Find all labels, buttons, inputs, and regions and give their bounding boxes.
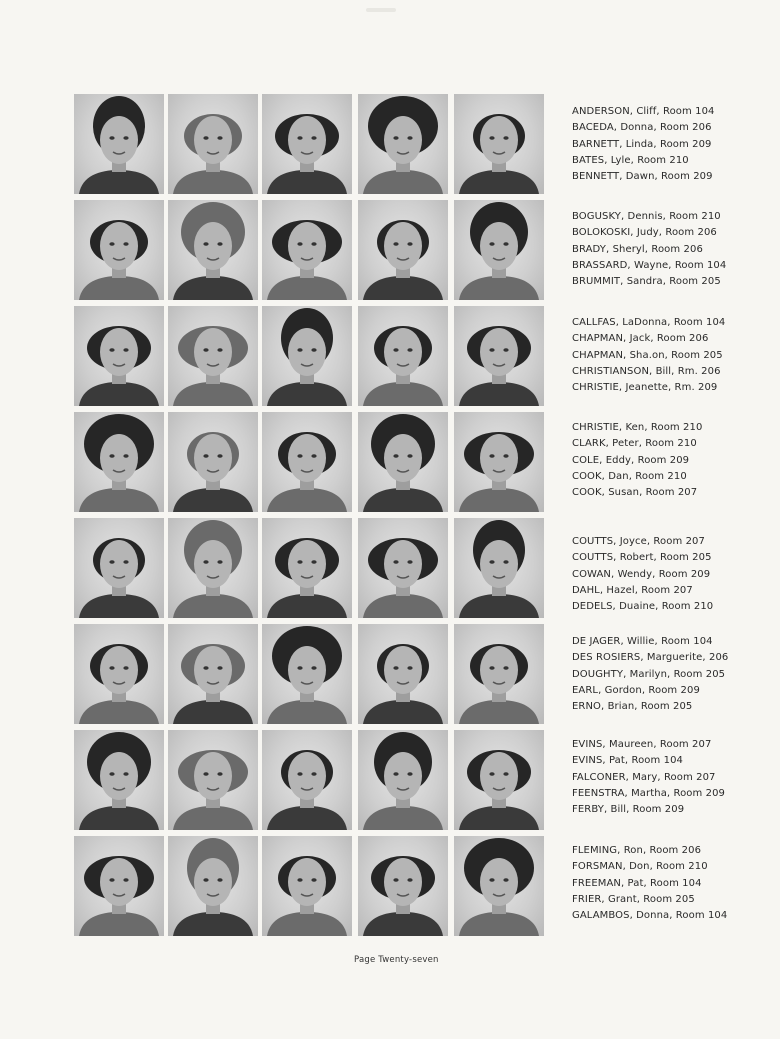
name-list — [572, 534, 772, 615]
student-name: DOUGHTY, Marilyn, Room 205 — [572, 668, 726, 680]
student-name: FLEMING, Ron, Room 206 — [572, 845, 702, 856]
student-name: EVINS, Maureen, Room 207 — [572, 739, 712, 750]
photo-row — [74, 306, 544, 406]
student-portrait — [74, 836, 164, 936]
student-name: CHAPMAN, Jack, Room 206 — [572, 333, 709, 345]
name-list — [572, 209, 772, 290]
student-name: FRIER, Grant, Room 205 — [572, 893, 695, 905]
student-portrait — [168, 624, 258, 724]
name-list — [572, 315, 772, 396]
student-portrait — [262, 624, 352, 724]
student-portrait — [454, 730, 544, 830]
student-name: BENNETT, Dawn, Room 209 — [572, 171, 713, 183]
student-name: CHRISTIE, Jeanette, Rm. 209 — [572, 382, 718, 394]
student-name: COLE, Eddy, Room 209 — [572, 454, 690, 466]
student-name: DE JAGER, Willie, Room 104 — [572, 636, 713, 647]
student-name: COOK, Dan, Room 210 — [572, 470, 687, 482]
photo-row — [74, 200, 544, 300]
student-portrait — [454, 624, 544, 724]
student-portrait — [168, 730, 258, 830]
student-portrait — [454, 306, 544, 406]
student-name: BRUMMIT, Sandra, Room 205 — [572, 276, 721, 288]
student-portrait — [358, 624, 448, 724]
student-name: FERBY, Bill, Room 209 — [572, 804, 685, 816]
student-name: BACEDA, Donna, Room 206 — [572, 122, 712, 134]
student-name: CHRISTIE, Ken, Room 210 — [572, 422, 703, 433]
student-portrait — [358, 730, 448, 830]
student-portrait — [454, 200, 544, 300]
student-name: EARL, Gordon, Room 209 — [572, 684, 700, 696]
student-portrait — [168, 836, 258, 936]
student-portrait — [454, 94, 544, 194]
student-name: BOLOKOSKI, Judy, Room 206 — [572, 227, 717, 239]
photo-row — [74, 94, 544, 194]
student-name: CALLFAS, LaDonna, Room 104 — [572, 317, 726, 328]
student-portrait — [358, 306, 448, 406]
student-portrait — [454, 412, 544, 512]
student-name: FORSMAN, Don, Room 210 — [572, 861, 708, 873]
student-name: ANDERSON, Cliff, Room 104 — [572, 106, 715, 117]
student-name: FEENSTRA, Martha, Room 209 — [572, 787, 726, 799]
student-name: EVINS, Pat, Room 104 — [572, 755, 684, 767]
student-name: DEDELS, Duaine, Room 210 — [572, 601, 714, 613]
student-portrait — [358, 518, 448, 618]
photo-row — [74, 624, 544, 724]
student-name: FALCONER, Mary, Room 207 — [572, 771, 716, 783]
student-portrait — [262, 306, 352, 406]
student-name: CLARK, Peter, Room 210 — [572, 438, 697, 450]
student-name: BOGUSKY, Dennis, Room 210 — [572, 211, 721, 222]
student-portrait — [358, 94, 448, 194]
student-portrait — [168, 200, 258, 300]
student-portrait — [262, 200, 352, 300]
student-portrait — [358, 412, 448, 512]
student-name: DES ROSIERS, Marguerite, 206 — [572, 652, 729, 664]
student-portrait — [262, 730, 352, 830]
student-name: CHRISTIANSON, Bill, Rm. 206 — [572, 365, 721, 377]
student-portrait — [262, 836, 352, 936]
student-name: ERNO, Brian, Room 205 — [572, 701, 693, 713]
student-portrait — [74, 730, 164, 830]
student-portrait — [74, 412, 164, 512]
student-name: COWAN, Wendy, Room 209 — [572, 568, 711, 580]
student-portrait — [168, 412, 258, 512]
photo-row — [74, 730, 544, 830]
name-list — [572, 737, 772, 818]
student-portrait — [454, 518, 544, 618]
student-name: BATES, Lyle, Room 210 — [572, 154, 689, 166]
student-name: GALAMBOS, Donna, Room 104 — [572, 910, 728, 922]
student-name: COUTTS, Joyce, Room 207 — [572, 536, 705, 547]
student-portrait — [74, 94, 164, 194]
student-name: BRADY, Sheryl, Room 206 — [572, 243, 703, 255]
student-portrait — [168, 94, 258, 194]
name-list — [572, 634, 772, 715]
photo-row — [74, 518, 544, 618]
page-smudge — [366, 8, 396, 12]
student-name: COOK, Susan, Room 207 — [572, 487, 698, 499]
student-name: DAHL, Hazel, Room 207 — [572, 584, 693, 596]
page-number: Page Twenty-seven — [354, 955, 439, 965]
student-name: BRASSARD, Wayne, Room 104 — [572, 259, 727, 271]
name-list — [572, 843, 772, 924]
student-name: FREEMAN, Pat, Room 104 — [572, 877, 702, 889]
student-portrait — [168, 518, 258, 618]
student-portrait — [454, 836, 544, 936]
student-portrait — [262, 412, 352, 512]
student-portrait — [74, 200, 164, 300]
student-portrait — [168, 306, 258, 406]
photo-grid — [74, 94, 544, 946]
student-portrait — [262, 94, 352, 194]
student-name: COUTTS, Robert, Room 205 — [572, 552, 712, 564]
student-portrait — [262, 518, 352, 618]
student-name: BARNETT, Linda, Room 209 — [572, 138, 712, 150]
photo-row — [74, 412, 544, 512]
student-portrait — [74, 306, 164, 406]
student-portrait — [358, 200, 448, 300]
student-portrait — [74, 624, 164, 724]
student-portrait — [358, 836, 448, 936]
student-name: CHAPMAN, Sha.on, Room 205 — [572, 349, 723, 361]
name-list — [572, 420, 772, 501]
student-portrait — [74, 518, 164, 618]
photo-row — [74, 836, 544, 936]
name-list — [572, 104, 772, 185]
